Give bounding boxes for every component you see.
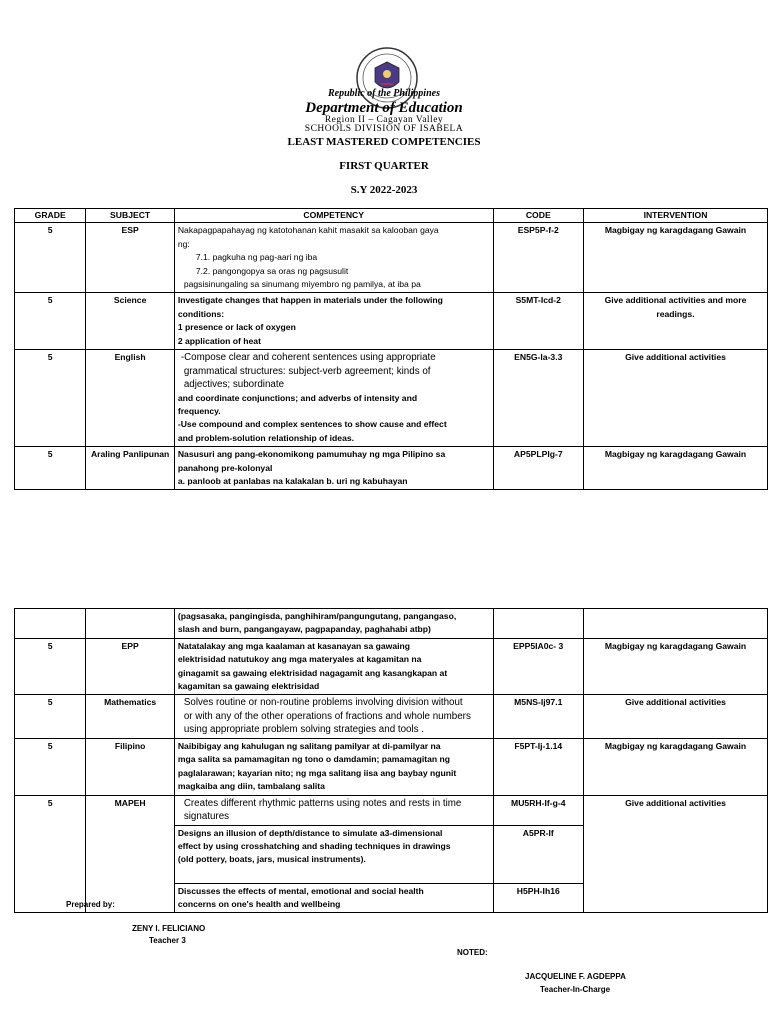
subject-cell: Araling Panlipunan bbox=[86, 447, 174, 490]
competency-line: 7.2. pangongopya sa oras ng pagsusulit bbox=[195, 265, 349, 276]
competency-line: Nakapagpapahayag ng katotohanan kahit masakit sa kalooban gaya bbox=[177, 225, 439, 236]
competency-line: Investigate changes that happen in materials under the following bbox=[177, 295, 443, 306]
intervention-cell: Magbigay ng karagdagang Gawain bbox=[584, 447, 768, 490]
competency-table-1 bbox=[14, 208, 768, 490]
grade-cell: 5 bbox=[15, 223, 86, 293]
table-row bbox=[15, 738, 768, 795]
quarter-title: FIRST QUARTER bbox=[339, 160, 429, 172]
subject-cell: Filipino bbox=[86, 738, 174, 795]
competency-line: effect by using crosshatching and shading techniques in drawings bbox=[177, 840, 451, 851]
competency-line: a. panloob at panlabas na kalakalan b. uri ng kabuhayan bbox=[177, 476, 408, 486]
competency-line: adjectives; subordinate bbox=[183, 379, 285, 391]
competency-cell bbox=[174, 738, 493, 795]
competency-cell bbox=[174, 223, 493, 293]
competency-line: grammatical structures: subject-verb agreement; kinds of bbox=[183, 365, 431, 377]
competency-line: paglalarawan; kayarian nito; ng mga salitang iisa ang baybay ngunit bbox=[177, 767, 457, 778]
intervention-cell: Give additional activities bbox=[584, 795, 768, 825]
table-row bbox=[15, 293, 768, 350]
code-cell: AP5PLPIg-7 bbox=[493, 447, 583, 490]
competency-line: using appropriate problem solving strategies and tools . bbox=[183, 724, 425, 736]
table-row bbox=[15, 350, 768, 447]
competency-line: Designs an illusion of depth/distance to simulate a3-dimensional bbox=[177, 827, 443, 838]
code-cell: EPP5IA0c- 3 bbox=[493, 638, 583, 695]
table-row bbox=[15, 825, 768, 883]
grade-cell: 5 bbox=[15, 738, 86, 795]
intervention-cell bbox=[584, 609, 768, 639]
competency-line: elektrisidad natutukoy ang mga materyales at kagamitan na bbox=[177, 654, 422, 665]
subject-cell: Science bbox=[86, 293, 174, 350]
competency-cell bbox=[174, 825, 493, 883]
table-row bbox=[15, 447, 768, 490]
grade-cell: 5 bbox=[15, 795, 86, 825]
code-cell: A5PR-If bbox=[493, 825, 583, 883]
competency-line: (pagsasaka, pangingisda, panghihiram/pangungutang, pangangaso, bbox=[177, 611, 457, 621]
intervention-cell bbox=[584, 883, 768, 913]
competency-line: signatures bbox=[183, 811, 230, 823]
header-subject: SUBJECT bbox=[86, 209, 174, 223]
subject-cell: English bbox=[86, 350, 174, 447]
competency-line: panahong pre-kolonyal bbox=[177, 462, 273, 473]
intervention-cell: Magbigay ng karagdagang Gawain bbox=[584, 738, 768, 795]
competency-line: Naibibigay ang kahulugan ng salitang pamilyar at di-pamilyar na bbox=[177, 740, 441, 751]
competency-line: 7.1. pagkuha ng pag-aari ng iba bbox=[195, 252, 318, 263]
noted-label: NOTED: bbox=[457, 948, 488, 957]
competency-line: magkaiba ang diin, tambalang salita bbox=[177, 781, 325, 792]
competency-line: ng: bbox=[177, 238, 190, 249]
competency-line: Solves routine or non-routine problems involving division without bbox=[183, 697, 463, 709]
competency-line: ginagamit sa gawaing elektrisidad nagagamit ang kasangkapan at bbox=[177, 667, 448, 678]
grade-cell: 5 bbox=[15, 695, 86, 739]
region-text: Region II – Cagayan Valley bbox=[324, 115, 444, 125]
code-cell: EN5G-Ia-3.3 bbox=[493, 350, 583, 447]
school-year: S.Y 2022-2023 bbox=[350, 184, 418, 196]
prepared-label: Prepared by: bbox=[66, 900, 115, 909]
intervention-cell: Give additional activities bbox=[584, 350, 768, 447]
intervention-cell: Give additional activities bbox=[584, 695, 768, 739]
table-row bbox=[15, 795, 768, 825]
competency-line: Nasusuri ang pang-ekonomikong pamumuhay ng mga Pilipino sa bbox=[177, 449, 446, 460]
subject-cell: EPP bbox=[86, 638, 174, 695]
document-title: LEAST MASTERED COMPETENCIES bbox=[287, 136, 481, 148]
republic-text: Republic of the Philippines bbox=[328, 88, 440, 99]
header-intervention: INTERVENTION bbox=[584, 209, 768, 223]
code-cell: ESP5P-f-2 bbox=[493, 223, 583, 293]
competency-line: 1 presence or lack of oxygen bbox=[177, 322, 296, 333]
competency-cell bbox=[174, 695, 493, 739]
prepared-title: Teacher 3 bbox=[149, 936, 186, 945]
competency-line: Discusses the effects of mental, emotional and social health bbox=[177, 885, 424, 896]
grade-cell bbox=[15, 825, 86, 883]
competency-line: pagsisinungaling sa sinumang miyembro ng pamilya, at iba pa bbox=[183, 279, 421, 290]
header-competency: COMPETENCY bbox=[174, 209, 493, 223]
subject-cell: ESP bbox=[86, 223, 174, 293]
competency-line: 2 application of heat bbox=[177, 335, 261, 346]
competency-line: and coordinate conjunctions; and adverbs of intensity and bbox=[177, 392, 418, 403]
competency-line: frequency. bbox=[177, 405, 221, 416]
division-text: SCHOOLS DIVISION OF ISABELA bbox=[304, 124, 464, 134]
grade-cell: 5 bbox=[15, 350, 86, 447]
competency-line: kagamitan sa gawaing elektrisidad bbox=[177, 681, 320, 692]
grade-cell: 5 bbox=[15, 638, 86, 695]
competency-table-2 bbox=[14, 608, 768, 913]
code-cell: MU5RH-If-g-4 bbox=[493, 795, 583, 825]
competency-line: mga salita sa pamamagitan ng tono o damdamin; pamamagitan ng bbox=[177, 754, 451, 765]
competency-line: Creates different rhythmic patterns using notes and rests in time bbox=[183, 797, 462, 809]
header-code: CODE bbox=[493, 209, 583, 223]
prepared-name: ZENY I. FELICIANO bbox=[132, 924, 206, 933]
competency-cell bbox=[174, 883, 493, 913]
table-row bbox=[15, 883, 768, 913]
competency-line: -Compose clear and coherent sentences using appropriate bbox=[180, 352, 436, 364]
competency-line: (old pottery, boats, jars, musical instruments). bbox=[177, 854, 366, 865]
competency-line: Natatalakay ang mga kaalaman at kasanayan sa gawaing bbox=[177, 640, 410, 651]
competency-line: -Use compound and complex sentences to show cause and effect bbox=[177, 419, 447, 430]
grade-cell bbox=[15, 609, 86, 639]
competency-line: concerns on one's health and wellbeing bbox=[177, 898, 341, 909]
competency-cell bbox=[174, 350, 493, 447]
competency-cell bbox=[174, 638, 493, 695]
intervention-cell: Magbigay ng karagdagang Gawain bbox=[584, 638, 768, 695]
noted-title: Teacher-In-Charge bbox=[540, 985, 611, 994]
noted-name: JACQUELINE F. AGDEPPA bbox=[525, 972, 626, 981]
table-row bbox=[15, 638, 768, 695]
department-text: Department of Education bbox=[305, 100, 463, 116]
subject-cell bbox=[86, 825, 174, 883]
intervention-cell: Give additional activities and more readings. bbox=[584, 293, 768, 350]
subject-cell: Mathematics bbox=[86, 695, 174, 739]
competency-line: slash and burn, pangangayaw, pagpapanday, paghahabi atbp) bbox=[177, 624, 431, 635]
code-cell: M5NS-Ij97.1 bbox=[493, 695, 583, 739]
code-cell: F5PT-Ij-1.14 bbox=[493, 738, 583, 795]
table-row bbox=[15, 223, 768, 293]
subject-cell: MAPEH bbox=[86, 795, 174, 825]
intervention-cell bbox=[584, 825, 768, 883]
table-row bbox=[15, 609, 768, 639]
competency-line: and problem-solution relationship of ideas. bbox=[177, 432, 355, 443]
grade-cell: 5 bbox=[15, 293, 86, 350]
code-cell bbox=[493, 609, 583, 639]
header-grade: GRADE bbox=[15, 209, 86, 223]
competency-cell bbox=[174, 609, 493, 639]
competency-cell bbox=[174, 795, 493, 825]
code-cell: S5MT-Icd-2 bbox=[493, 293, 583, 350]
subject-cell bbox=[86, 609, 174, 639]
code-cell: H5PH-Ih16 bbox=[493, 883, 583, 913]
intervention-cell: Magbigay ng karagdagang Gawain bbox=[584, 223, 768, 293]
competency-cell bbox=[174, 447, 493, 490]
competency-line: conditions: bbox=[177, 308, 225, 319]
competency-cell bbox=[174, 293, 493, 350]
table-header-row bbox=[15, 209, 768, 223]
grade-cell: 5 bbox=[15, 447, 86, 490]
competency-line: or with any of the other operations of fractions and whole numbers bbox=[183, 710, 471, 722]
table-row bbox=[15, 695, 768, 739]
